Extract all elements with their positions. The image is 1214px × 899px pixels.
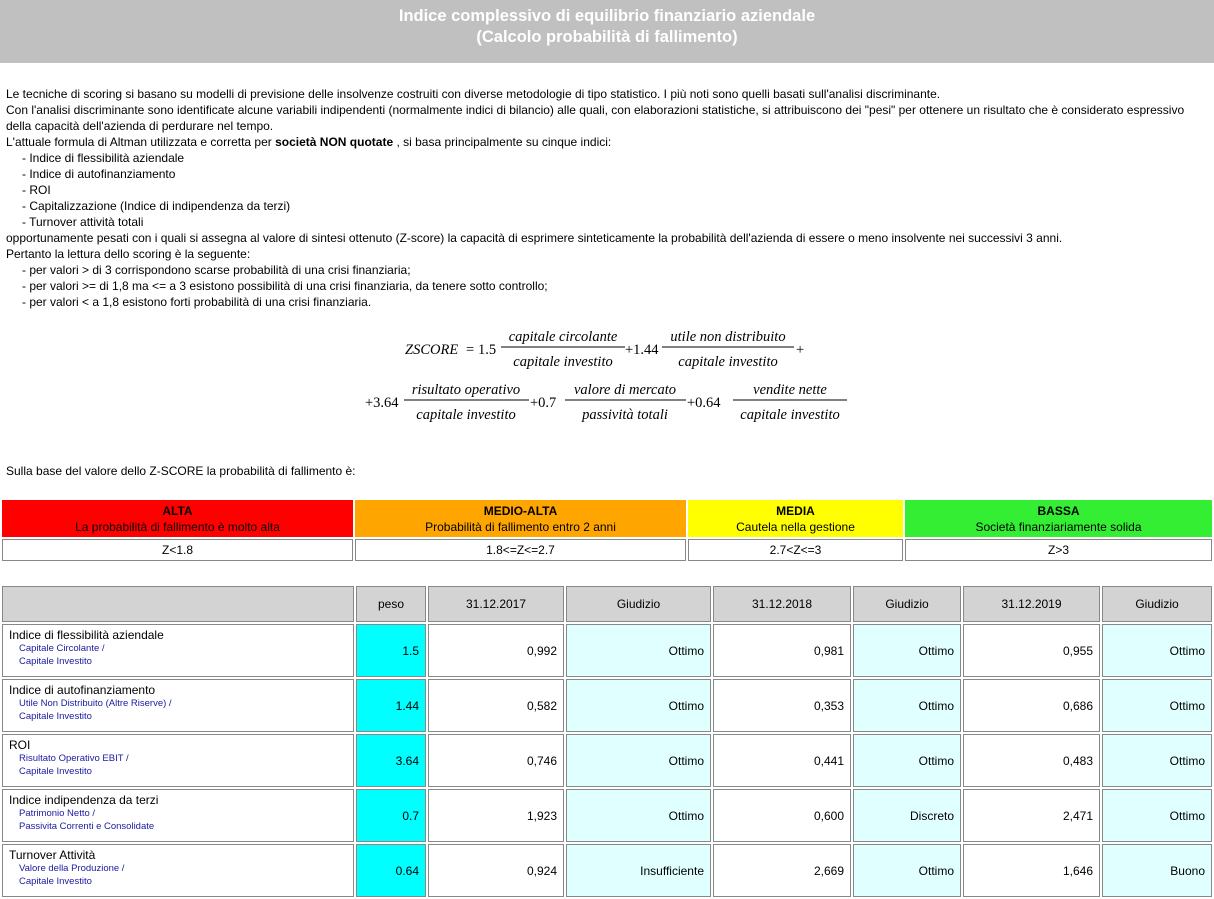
den-1: capitale investito [513, 354, 613, 370]
index-name: Turnover Attività [9, 848, 96, 862]
header-2019: 31.12.2019 [963, 586, 1100, 622]
header-giudizio-2019: Giudizio [1102, 586, 1212, 622]
giudizio-2019: Ottimo [1102, 789, 1212, 842]
header-2017: 31.12.2017 [428, 586, 564, 622]
giudizio-2018: Discreto [853, 789, 961, 842]
index-name-cell [2, 679, 354, 732]
index-name-cell [2, 734, 354, 787]
num-2: utile non distribuito [670, 329, 786, 345]
peso-cell: 0.7 [356, 789, 426, 842]
peso-cell: 0.64 [356, 844, 426, 897]
zscore-formula [0, 326, 1214, 426]
prob-alta-cell: ALTA La probabilità di fallimento è molto alta [2, 500, 353, 537]
giudizio-2017: Ottimo [566, 679, 711, 732]
den-3: capitale investito [416, 407, 516, 423]
formula-equals: = [466, 342, 475, 358]
intro-p5: Pertanto la lettura dello scoring è la seguente: [6, 247, 251, 261]
coef-3: +3.64 [365, 395, 399, 411]
index-formula-num: Risultato Operativo EBIT / [19, 753, 129, 764]
index-list-item: - Turnover attività totali [22, 215, 144, 229]
index-list-item: - Indice di flessibilità aziendale [22, 151, 185, 165]
intro-p2: Con l'analisi discriminante sono identificate alcune variabili indipendenti (normalmente indici di bilancio) alle quali, con elaborazioni statistiche, si attribuiscono dei "pesi" per ottenere un risultato che è considerato espressivo della capacità dell'azienda di perdurare nel tempo. [6, 103, 1185, 133]
index-list-item: - ROI [22, 183, 51, 197]
table-row [2, 844, 1212, 897]
index-name: Indice indipendenza da terzi [9, 793, 159, 807]
index-list-item: - Capitalizzazione (Indice di indipendenza da terzi) [22, 199, 291, 213]
value-2019: 0,955 [963, 624, 1100, 677]
range-bassa: Z>3 [905, 539, 1212, 561]
intro-p1: Le tecniche di scoring si basano su modelli di previsione delle insolvenze costruiti con diverse metodologie di tipo statistico. I più noti sono quelli basati sull'analisi discriminante. [6, 87, 941, 101]
value-2017: 0,746 [428, 734, 564, 787]
header-giudizio-2017: Giudizio [566, 586, 711, 622]
basis-text: Sulla base del valore dello Z-SCORE la probabilità di fallimento è: [6, 464, 356, 478]
emphasis-non-quotate: società NON quotate [275, 135, 394, 149]
index-formula-den: Capitale Investito [19, 876, 92, 887]
index-name: Indice di autofinanziamento [9, 683, 156, 697]
index-formula-den: Capitale Investito [19, 656, 92, 667]
value-2018: 0,600 [713, 789, 851, 842]
index-formula-num: Patrimonio Netto / [19, 808, 96, 819]
index-name-cell [2, 624, 354, 677]
giudizio-2019: Ottimo [1102, 679, 1212, 732]
index-formula-num: Utile Non Distribuito (Altre Riserve) / [19, 698, 172, 709]
index-list-item: - Indice di autofinanziamento [22, 167, 176, 181]
prob-media-cell: MEDIA Cautela nella gestione [688, 500, 903, 537]
range-alta: Z<1.8 [2, 539, 353, 561]
indices-table [0, 584, 1214, 899]
index-name: ROI [9, 738, 31, 752]
value-2019: 0,686 [963, 679, 1100, 732]
giudizio-2017: Ottimo [566, 789, 711, 842]
giudizio-2017: Insufficiente [566, 844, 711, 897]
index-formula-den: Capitale Investito [19, 766, 92, 777]
table-row [2, 679, 1212, 732]
giudizio-2018: Ottimo [853, 844, 961, 897]
prob-bassa-cell: BASSA Società finanziariamente solida [905, 500, 1212, 537]
giudizio-2019: Ottimo [1102, 734, 1212, 787]
probability-table [0, 498, 1214, 563]
value-2019: 2,471 [963, 789, 1100, 842]
index-formula-num: Valore della Produzione / [19, 863, 125, 874]
value-2019: 0,483 [963, 734, 1100, 787]
peso-cell: 1.44 [356, 679, 426, 732]
coef-5: +0.64 [687, 395, 721, 411]
intro-text [6, 86, 1206, 310]
plus-end: + [796, 342, 805, 358]
value-2018: 0,353 [713, 679, 851, 732]
table-row [2, 624, 1212, 677]
value-2018: 0,441 [713, 734, 851, 787]
num-4: valore di mercato [573, 382, 677, 398]
reading-list-item: - per valori > di 3 corrispondono scarse probabilità di una crisi finanziaria; [22, 263, 411, 277]
index-formula-den: Passivita Correnti e Consolidate [19, 821, 155, 832]
page-header [0, 0, 1214, 63]
table-row [2, 734, 1212, 787]
num-1: capitale circolante [508, 329, 618, 345]
value-2017: 1,923 [428, 789, 564, 842]
giudizio-2019: Buono [1102, 844, 1212, 897]
coef-1: 1.5 [478, 342, 497, 358]
header-indice [2, 586, 354, 622]
value-2017: 0,582 [428, 679, 564, 732]
formula-svg [0, 326, 1214, 426]
index-name-cell [2, 789, 354, 842]
giudizio-2017: Ottimo [566, 734, 711, 787]
giudizio-2017: Ottimo [566, 624, 711, 677]
num-5: vendite nette [753, 382, 827, 398]
page-title: Indice complessivo di equilibrio finanziario aziendale [398, 7, 816, 25]
coef-4: +0.7 [530, 395, 557, 411]
peso-cell: 1.5 [356, 624, 426, 677]
den-2: capitale investito [678, 354, 778, 370]
value-2017: 0,992 [428, 624, 564, 677]
value-2018: 2,669 [713, 844, 851, 897]
reading-list-item: - per valori >= di 1,8 ma <= a 3 esistono possibilità di una crisi finanziaria, da tenere sotto controllo; [22, 279, 548, 293]
header-giudizio-2018: Giudizio [853, 586, 961, 622]
reading-list-item: - per valori < a 1,8 esistono forti probabilità di una crisi finanziaria. [22, 295, 372, 309]
intro-p4: opportunamente pesati con i quali si assegna al valore di sintesi ottenuto (Z-score) la capacità di esprimere sinteticamente la probabilità dell'azienda di essere o meno insolvente nei successivi 3 anni. [6, 231, 1063, 245]
formula-lhs: ZSCORE [405, 342, 459, 358]
table-row [2, 789, 1212, 842]
coef-2: +1.44 [625, 342, 659, 358]
den-4: passività totali [582, 407, 668, 423]
index-name: Indice di flessibilità aziendale [9, 628, 164, 642]
den-5: capitale investito [740, 407, 840, 423]
page-subtitle: (Calcolo probabilità di fallimento) [476, 28, 738, 46]
index-name-cell [2, 844, 354, 897]
header-peso: peso [356, 586, 426, 622]
prob-medio-alta-cell: MEDIO-ALTA Probabilità di fallimento entro 2 anni [355, 500, 686, 537]
range-media: 2.7<Z<=3 [688, 539, 903, 561]
giudizio-2018: Ottimo [853, 734, 961, 787]
giudizio-2018: Ottimo [853, 624, 961, 677]
value-2018: 0,981 [713, 624, 851, 677]
header-2018: 31.12.2018 [713, 586, 851, 622]
intro-p3: L'attuale formula di Altman utilizzata e corretta per società NON quotate , si basa principalmente su cinque indici: [6, 135, 612, 149]
num-3: risultato operativo [411, 382, 521, 398]
value-2019: 1,646 [963, 844, 1100, 897]
index-formula-num: Capitale Circolante / [19, 643, 105, 654]
value-2017: 0,924 [428, 844, 564, 897]
giudizio-2018: Ottimo [853, 679, 961, 732]
range-medio-alta: 1.8<=Z<=2.7 [355, 539, 686, 561]
index-formula-den: Capitale Investito [19, 711, 92, 722]
giudizio-2019: Ottimo [1102, 624, 1212, 677]
peso-cell: 3.64 [356, 734, 426, 787]
